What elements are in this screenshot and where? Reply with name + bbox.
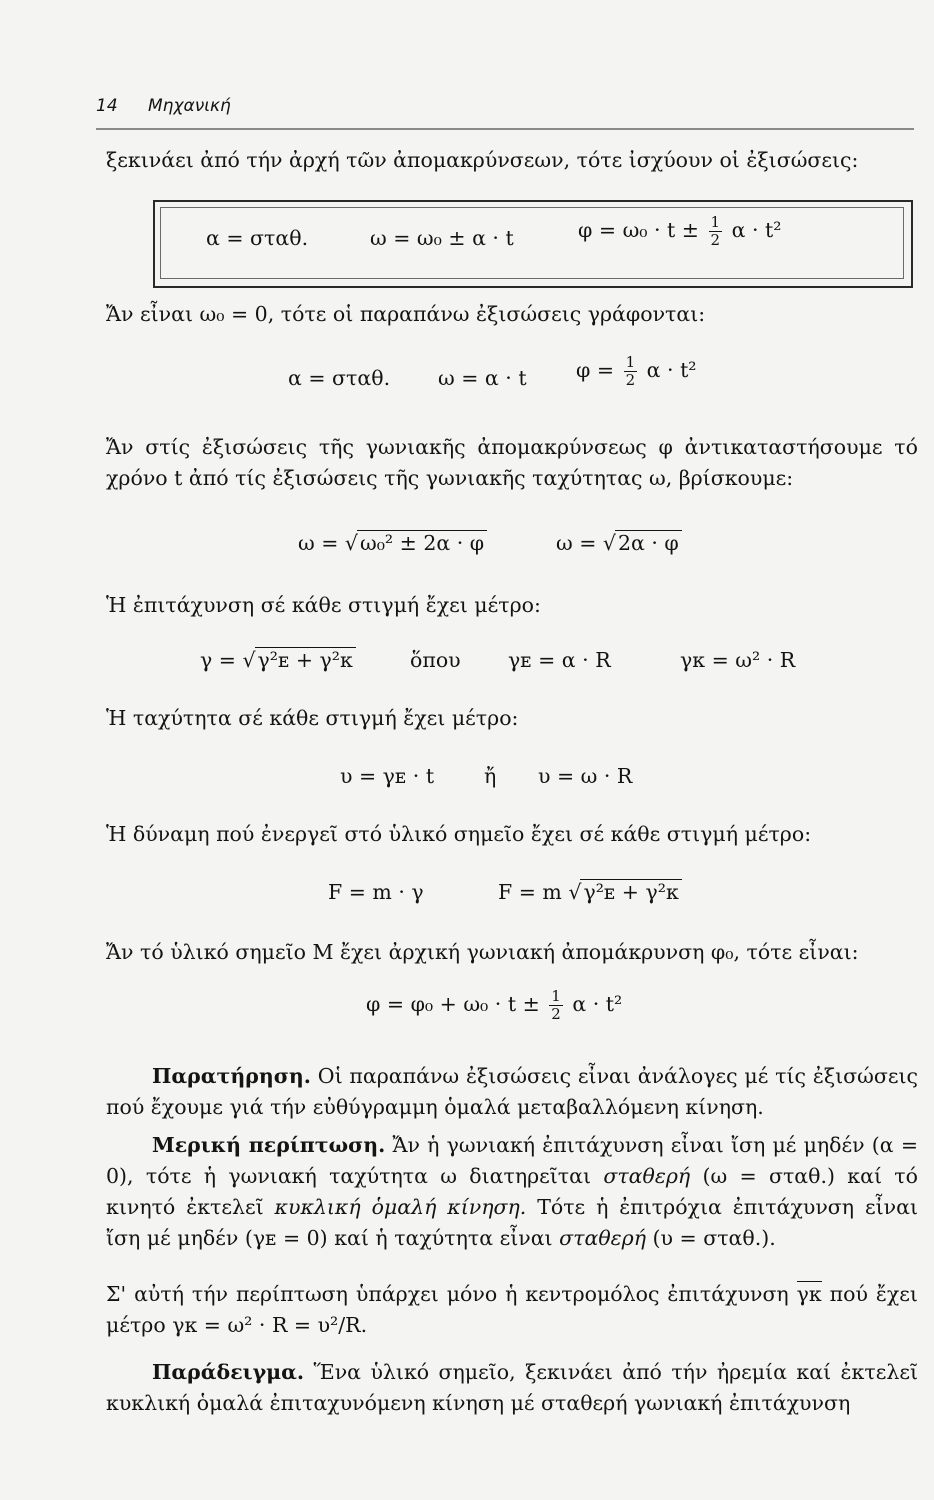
initial-angle-equation xyxy=(366,988,622,1023)
special-case-text-b: (ω = σταθ.) καί τό κινητό ἐκτελεῖ xyxy=(106,1164,918,1219)
initial-eq-rhs: α · t² xyxy=(572,992,623,1016)
boxed-eq-alpha: α = σταθ. xyxy=(206,226,309,250)
omega-eq-general-lhs: ω = √ xyxy=(298,531,358,555)
centripetal-paragraph xyxy=(106,1279,918,1341)
note-paragraph xyxy=(106,1061,918,1123)
centripetal-text-b: πού ἔχει μέτρο γᴋ = ω² · R = υ²/R. xyxy=(106,1282,918,1337)
special-case-text-a: Ἄν ἡ γωνιακή ἐπιτάχυνση εἶναι ἴση μέ μηδέν (α = 0), τότε ἡ γωνιακή ταχύτητα ω διατηρεῖται xyxy=(106,1133,918,1188)
special-case-italic-c: σταθερή xyxy=(559,1226,646,1250)
initial-eq-fraction xyxy=(549,988,563,1023)
para-substitute: Ἄν στίς ἐξισώσεις τῆς γωνιακῆς ἀπομακρύνσεως φ ἀντικαταστήσουμε τό χρόνο t ἀπό τίς ἐξισώσεις τῆς γωνιακῆς ταχύτητας ω, βρίσκουμε: xyxy=(106,435,918,490)
fraction-numerator: 1 xyxy=(551,987,561,1005)
accel-eq-tangential: γᴇ = α · R xyxy=(508,648,611,672)
force-eq-full xyxy=(498,880,682,904)
speed-eq-angular: υ = ω · R xyxy=(538,764,633,788)
omega-eq-rest-radicand: 2α · φ xyxy=(615,530,682,555)
line-speed: Ἡ ταχύτητα σέ κάθε στιγμή ἔχει μέτρο: xyxy=(106,706,519,730)
zero-eq-phi-rhs: α · t² xyxy=(646,358,697,382)
force-eq-full-lhs: F = m √ xyxy=(498,880,582,904)
running-title: Μηχανική xyxy=(148,96,231,116)
fraction-denominator: 2 xyxy=(625,371,636,389)
note-label: Παρατήρηση. xyxy=(152,1064,311,1088)
line-initial-angle: Ἄν τό ὑλικό σημεῖο Μ ἔχει ἀρχική γωνιακή ἀπομάκρυνση φ₀, τότε εἶναι: xyxy=(106,940,859,964)
boxed-eq-phi-lhs: φ = ω₀ · t ± xyxy=(578,218,699,242)
accel-eq-centripetal: γᴋ = ω² · R xyxy=(680,648,796,672)
accel-eq-total-lhs: γ = √ xyxy=(200,648,256,672)
page-header xyxy=(96,92,914,130)
omega-eq-general-radicand: ω₀² ± 2α · φ xyxy=(357,530,487,555)
boxed-eq-omega: ω = ω₀ ± α · t xyxy=(370,226,514,250)
zero-eq-phi-lhs: φ = xyxy=(576,358,615,382)
note-text: Οἱ παραπάνω ἐξισώσεις εἶναι ἀνάλογες μέ τίς ἐξισώσεις πού ἔχουμε γιά τήν εὐθύγραμμη ὁμαλά μεταβαλλόμενη κίνηση. xyxy=(106,1064,918,1119)
line-omega0-zero: Ἄν εἶναι ω₀ = 0, τότε οἱ παραπάνω ἐξισώσεις γράφονται: xyxy=(106,302,706,326)
special-case-italic-b: κυκλική ὁμαλή κίνηση. xyxy=(274,1195,527,1219)
accel-eq-total xyxy=(200,648,356,672)
special-case-text-d: (υ = σταθ.). xyxy=(652,1226,776,1250)
fraction-denominator: 2 xyxy=(710,231,721,249)
omega-eq-general xyxy=(298,531,487,555)
boxed-eq-phi-rhs: α · t² xyxy=(731,218,782,242)
intro-line: ξεκινάει ἀπό τήν ἀρχή τῶν ἀπομακρύνσεων, τότε ἰσχύουν οἱ ἐξισώσεις: xyxy=(106,148,859,172)
zero-eq-phi xyxy=(576,354,697,389)
fraction-numerator: 1 xyxy=(625,353,636,371)
example-paragraph xyxy=(106,1357,918,1419)
boxed-eq-phi-fraction xyxy=(709,214,723,249)
line-force: Ἡ δύναμη πού ἐνεργεῖ στό ὑλικό σημεῖο ἔχει σέ κάθε στιγμή μέτρο: xyxy=(106,822,812,846)
speed-eq-tangential: υ = γᴇ · t xyxy=(340,764,435,788)
page-number: 14 xyxy=(96,96,118,116)
special-case-label: Μερική περίπτωση. xyxy=(152,1133,386,1157)
line-acceleration: Ἡ ἐπιτάχυνση σέ κάθε στιγμή ἔχει μέτρο: xyxy=(106,593,541,617)
example-text: Ἕνα ὑλικό σημεῖο, ξεκινάει ἀπό τήν ἠρεμία καί ἐκτελεῖ κυκλική ὁμαλά ἐπιταχυνόμενη κίνηση μέ σταθερή γωνιακή ἐπιτάχυνση xyxy=(106,1360,918,1415)
force-eq-full-radicand: γ²ᴇ + γ²ᴋ xyxy=(580,879,681,904)
special-case-paragraph xyxy=(106,1130,918,1254)
accel-eq-total-radicand: γ²ᴇ + γ²ᴋ xyxy=(255,647,356,672)
initial-eq-lhs: φ = φ₀ + ω₀ · t ± xyxy=(366,992,540,1016)
zero-eq-alpha: α = σταθ. xyxy=(288,366,391,390)
speed-or: ἤ xyxy=(484,764,497,788)
omega-eq-rest-lhs: ω = √ xyxy=(556,531,616,555)
special-case-italic-a: σταθερή xyxy=(603,1164,691,1188)
example-label: Παράδειγμα. xyxy=(152,1360,305,1384)
zero-eq-phi-fraction xyxy=(624,354,638,389)
boxed-eq-phi xyxy=(578,214,781,249)
zero-eq-omega: ω = α · t xyxy=(438,366,527,390)
special-case-text-c: Τότε ἡ ἐπιτρόχια ἐπιτάχυνση εἶναι ἴση μέ μηδέν (γᴇ = 0) καί ἡ ταχύτητα εἶναι xyxy=(106,1195,918,1250)
fraction-denominator: 2 xyxy=(551,1005,561,1023)
accel-where: ὅπου xyxy=(410,648,461,672)
omega-eq-rest xyxy=(556,531,682,555)
force-eq-simple: F = m · γ xyxy=(328,880,424,904)
centripetal-text-a: Σ' αὐτή τήν περίπτωση ὑπάρχει μόνο ἡ κεντρομόλος ἐπιτάχυνση xyxy=(106,1282,789,1306)
fraction-numerator: 1 xyxy=(710,213,721,231)
centripetal-vector: γᴋ xyxy=(796,1282,822,1306)
